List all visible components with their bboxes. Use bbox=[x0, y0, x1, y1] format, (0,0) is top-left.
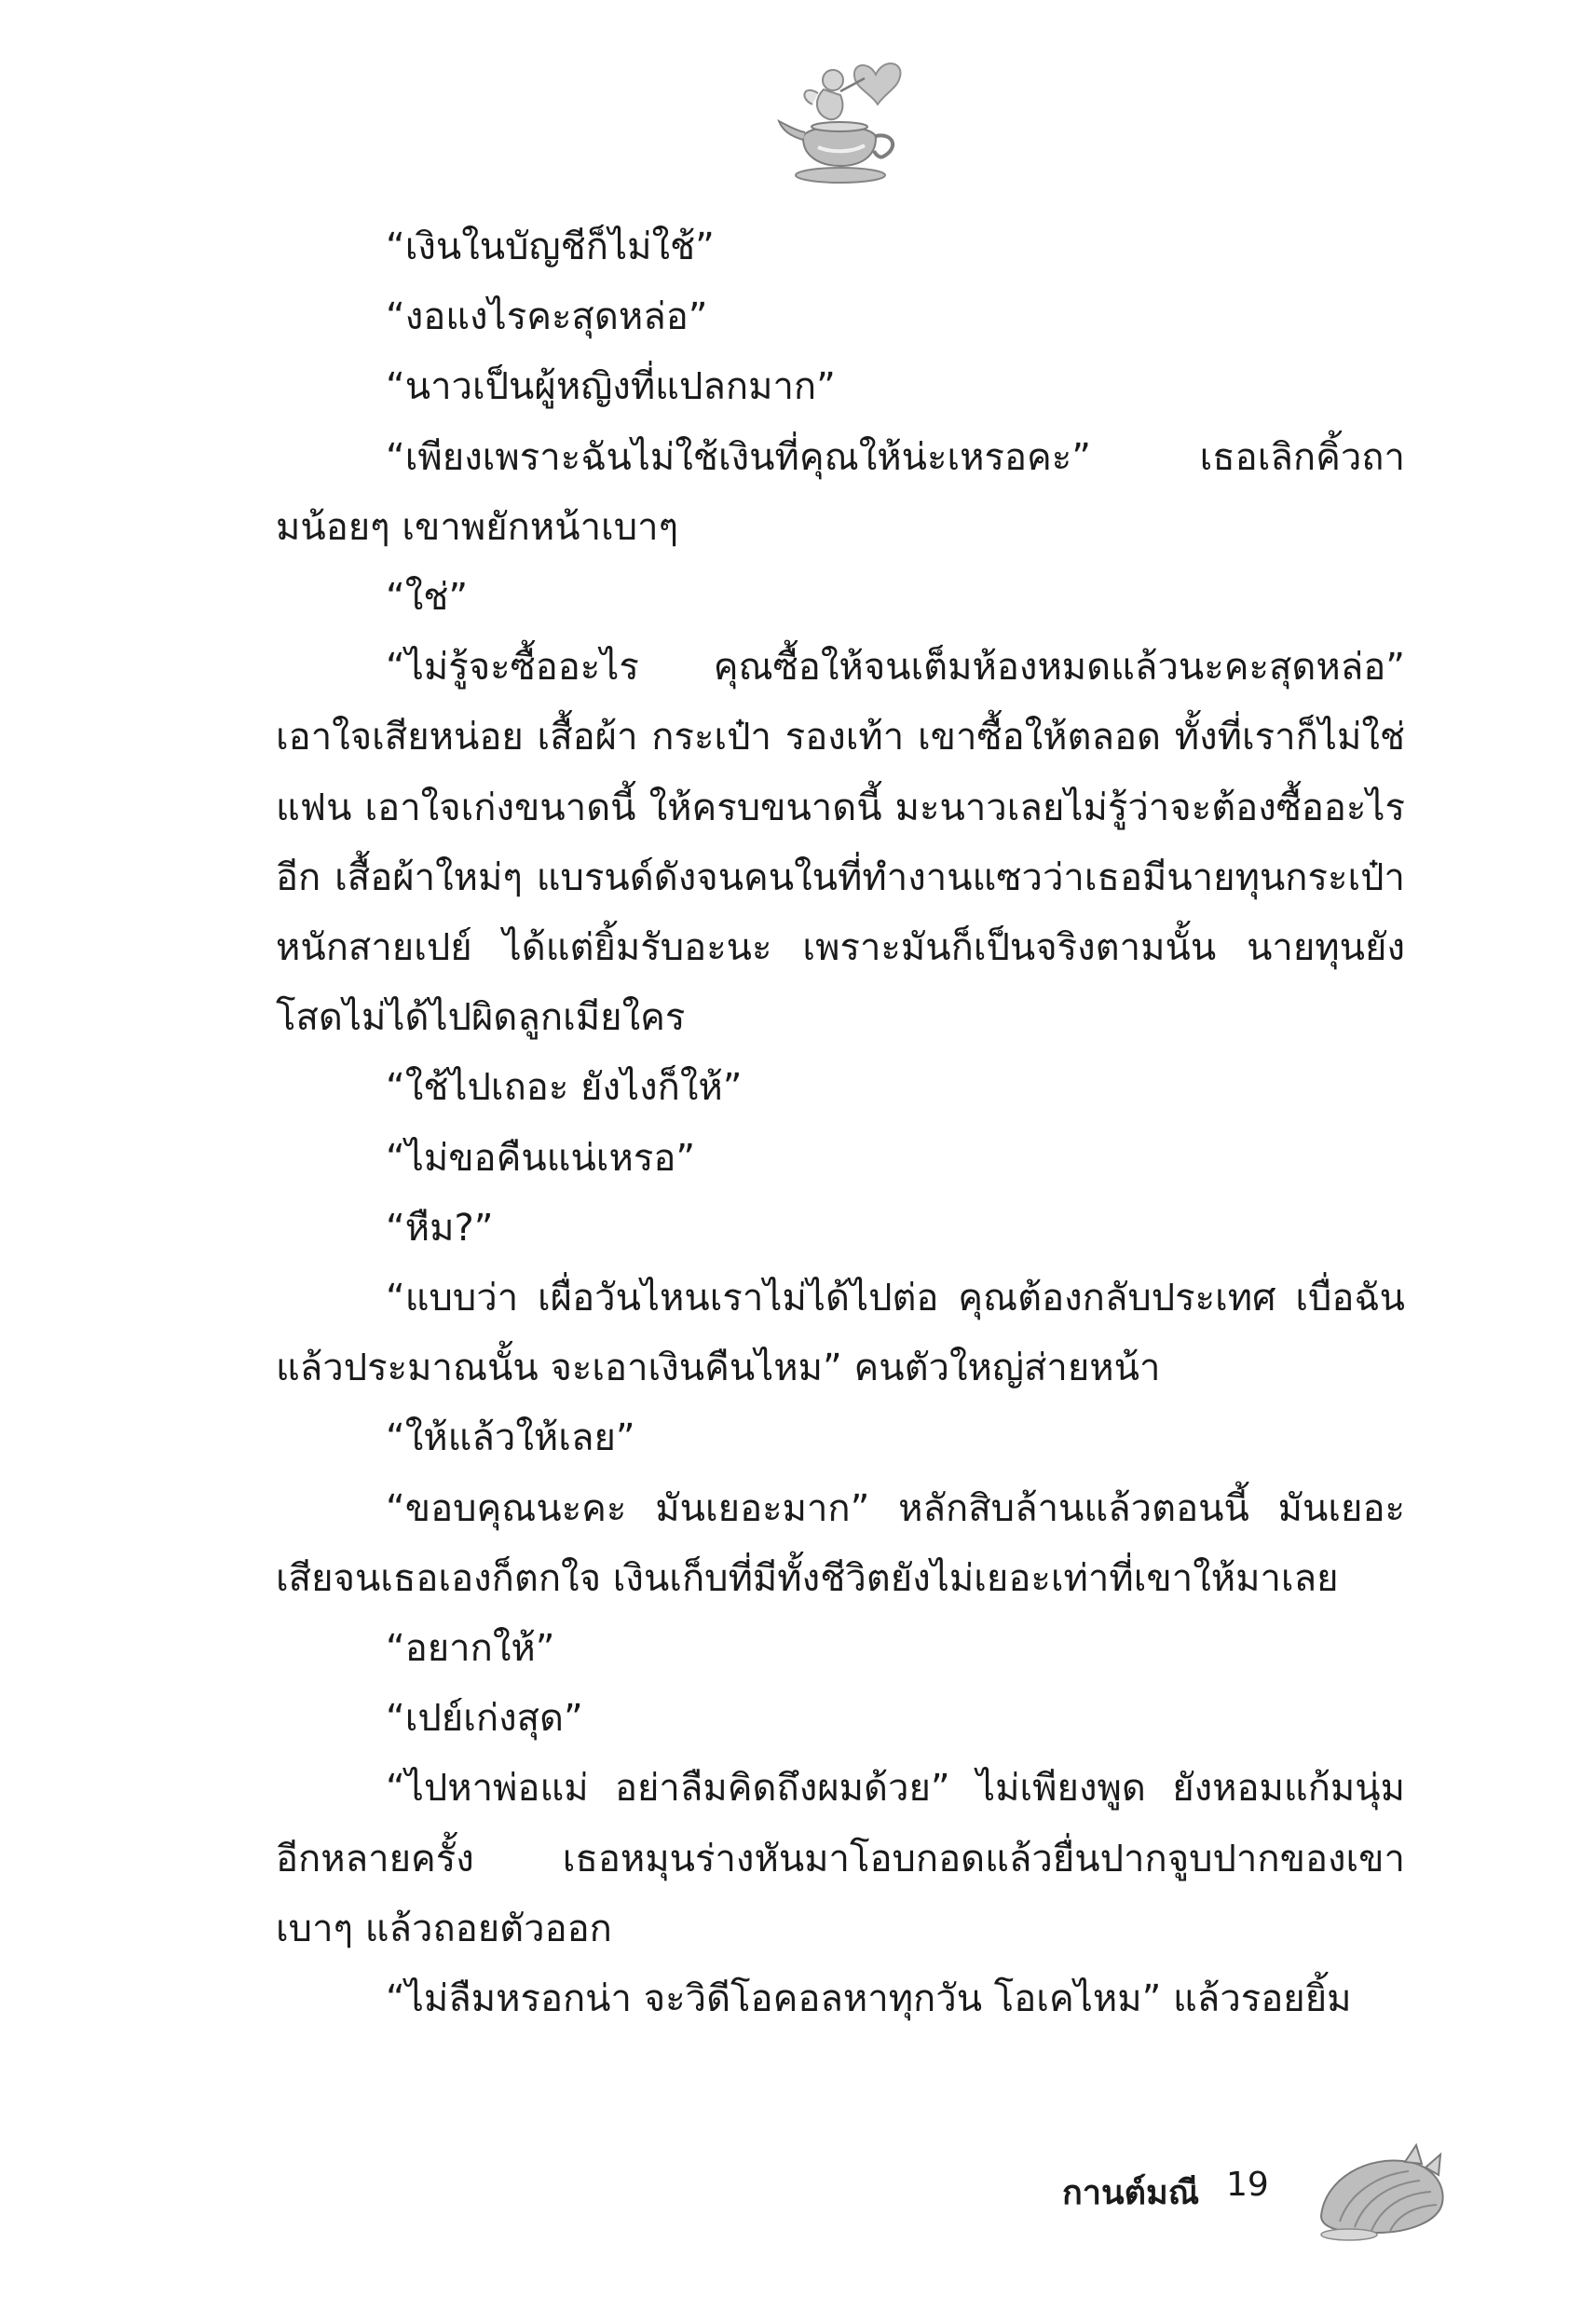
seashell-icon bbox=[1312, 2141, 1452, 2244]
paragraph: “เปย์เก่งสุด” bbox=[386, 1697, 583, 1741]
page-footer bbox=[1062, 2141, 1463, 2253]
paragraph: “ใช้ไปเถอะ ยังไงก็ให้” bbox=[386, 1066, 743, 1110]
running-title: กานต์มณี bbox=[1062, 2174, 1200, 2212]
paragraph: “เงินในบัญชีก็ไม่ใช้” bbox=[386, 226, 715, 268]
paragraph: “ไม่ลืมหรอกน่า จะวิดีโอคอลหาทุกวัน โอเคไหม” แล้วรอยยิ้ม bbox=[386, 1977, 1352, 2021]
body-text bbox=[276, 212, 1405, 2034]
paragraph: “นาวเป็นผู้หญิงที่แปลกมาก” bbox=[386, 365, 836, 409]
paragraph: “อยากให้” bbox=[386, 1627, 555, 1671]
paragraph: “งอแงไรคะสุดหล่อ” bbox=[386, 295, 708, 339]
paragraph: “ขอบคุณนะคะ มันเยอะมาก” หลักสิบล้านแล้วตอนนี้ มันเยอะเสียจนเธอเองก็ตกใจ เงินเก็บที่มีทั้งชีวิตยังไม่เยอะเท่าที่เขาให้มาเลย bbox=[276, 1486, 1405, 1600]
paragraph: “เพียงเพราะฉันไม่ใช้เงินที่คุณให้น่ะเหรอคะ” เธอเลิกคิ้วถามน้อยๆ เขาพยักหน้าเบาๆ bbox=[276, 435, 1405, 549]
paragraph: “ให้แล้วให้เลย” bbox=[386, 1416, 635, 1460]
paragraph: “แบบว่า เผื่อวันไหนเราไม่ได้ไปต่อ คุณต้องกลับประเทศ เบื่อฉันแล้วประมาณนั้น จะเอาเงินคืนไหม” คนตัวใหญ่ส่ายหน้า bbox=[276, 1277, 1405, 1390]
paragraph: “ไม่รู้จะซื้ออะไร คุณซื้อให้จนเต็มห้องหมดแล้วนะคะสุดหล่อ” เอาใจเสียหน่อย เสื้อผ้า กระเป๋า รองเท้า เขาซื้อให้ตลอด ทั้งที่เราก็ไม่ใช่แฟน เอาใจเก่งขนาดนี้ ให้ครบขนาดนี้ มะนาวเลยไม่รู้ว่าจะต้องซื้ออะไรอีก เสื้อผ้าใหม่ๆ แบรนด์ดังจนคนในที่ทำงานแซวว่าเธอมีนายทุนกระเป๋าหนักสายเปย์ ได้แต่ยิ้มรับอะนะ เพราะมันก็เป็นจริงตามนั้น นายทุนยังโสดไม่ได้ไปผิดลูกเมียใคร bbox=[276, 646, 1405, 1040]
paragraph: “ไม่ขอคืนแน่เหรอ” bbox=[386, 1136, 696, 1180]
paragraph: “ไปหาพ่อแม่ อย่าลืมคิดถึงผมด้วย” ไม่เพียงพูด ยังหอมแก้มนุ่มอีกหลายครั้ง เธอหมุนร่างหันมาโอบกอดแล้วยื่นปากจูบปากของเขาเบาๆ แล้วถอยตัวออก bbox=[276, 1767, 1405, 1950]
paragraph: “หืม?” bbox=[386, 1206, 494, 1250]
paragraph: “ใช่” bbox=[386, 576, 469, 620]
teapot-cupid-icon bbox=[775, 47, 924, 186]
page-number: 19 bbox=[1226, 2166, 1269, 2204]
